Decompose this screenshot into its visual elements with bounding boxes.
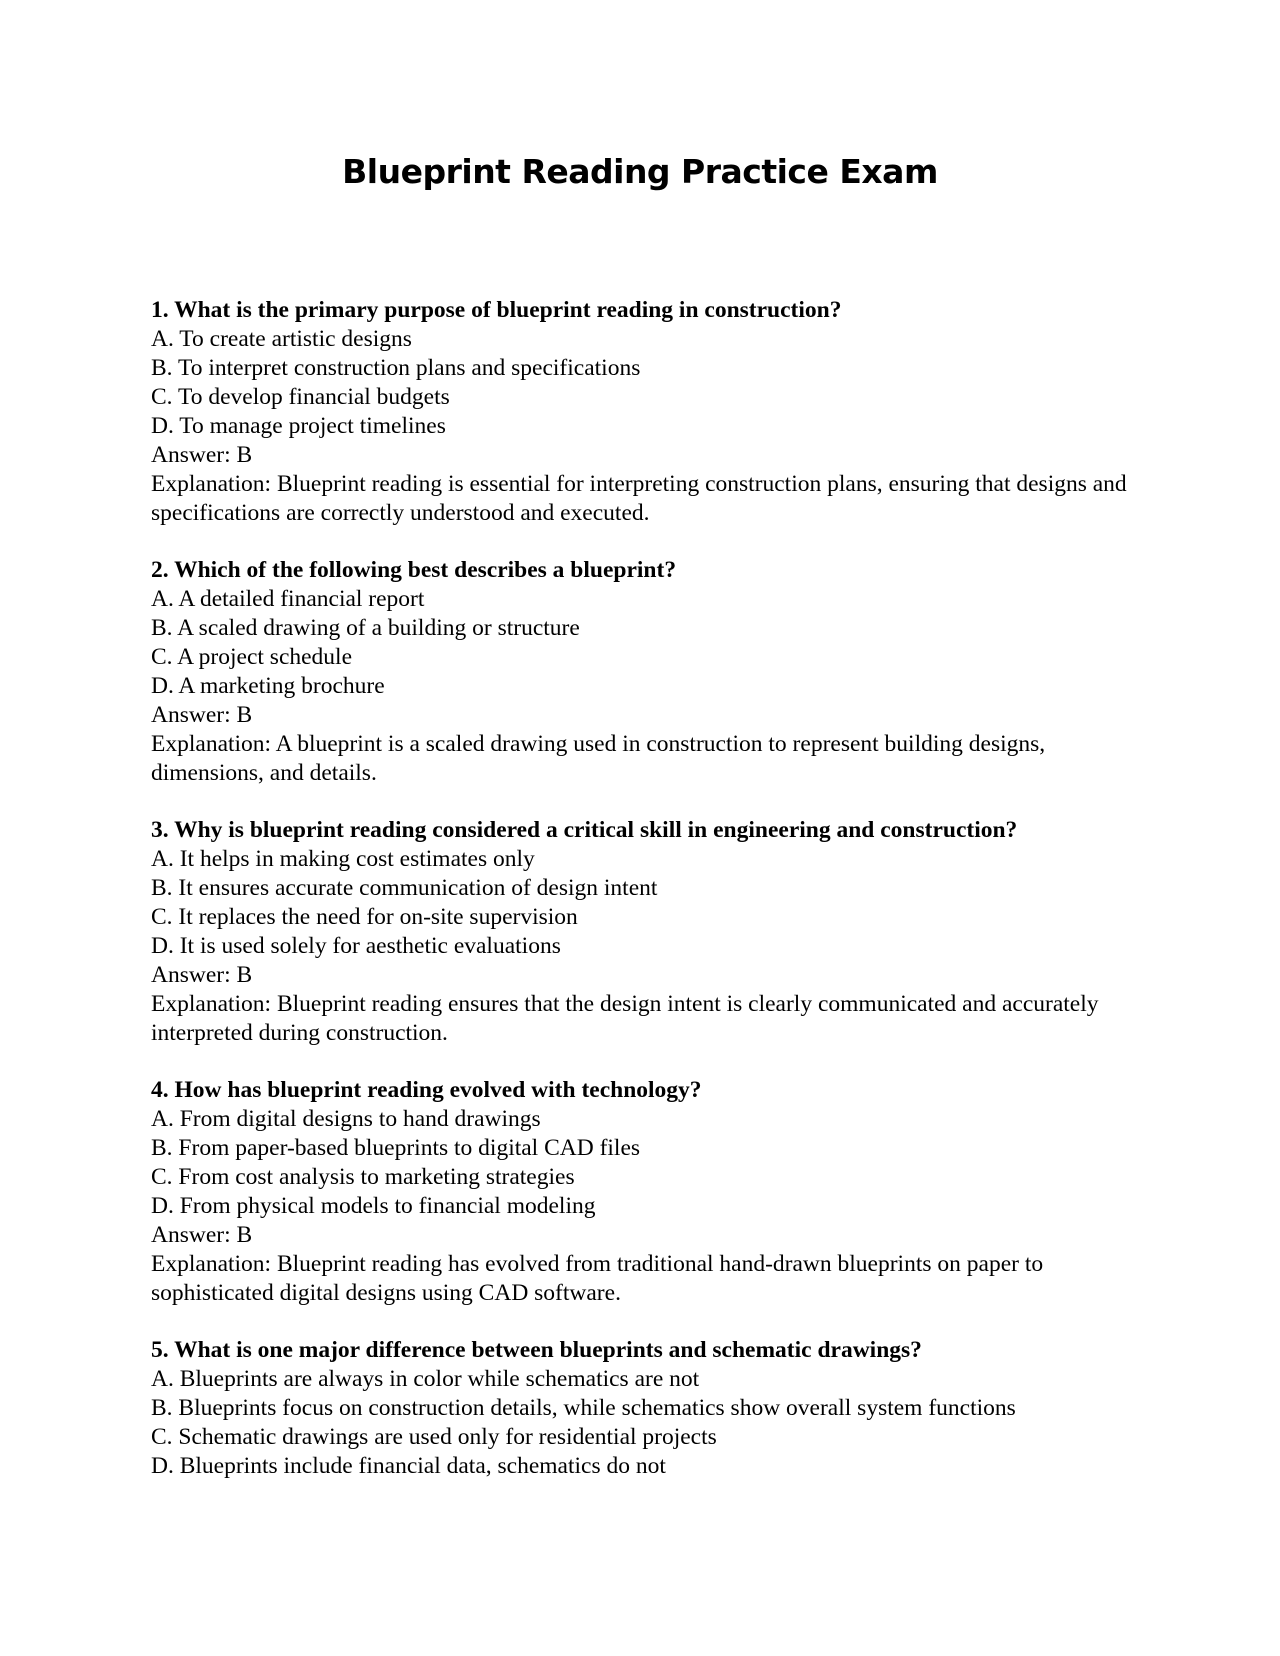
option-c: C. A project schedule [151, 644, 353, 670]
option-d: D. A marketing brochure [151, 673, 385, 699]
option-b: B. A scaled drawing of a building or structure [151, 615, 580, 641]
answer-line: Answer: B [151, 962, 253, 988]
answer-line: Answer: B [151, 1222, 253, 1248]
page-title: Blueprint Reading Practice Exam [342, 152, 938, 191]
question-text: 1. What is the primary purpose of blueprint reading in construction? [151, 297, 842, 323]
option-a: A. Blueprints are always in color while schematics are not [151, 1366, 700, 1392]
option-b: B. Blueprints focus on construction details, while schematics show overall system functions [151, 1395, 1016, 1421]
option-d: D. From physical models to financial modeling [151, 1193, 596, 1219]
question-text: 4. How has blueprint reading evolved with technology? [151, 1077, 702, 1103]
option-c: C. It replaces the need for on-site supervision [151, 904, 578, 930]
question-text: 3. Why is blueprint reading considered a critical skill in engineering and construction? [151, 817, 1018, 843]
option-c: C. From cost analysis to marketing strategies [151, 1164, 575, 1190]
option-a: A. To create artistic designs [151, 326, 412, 352]
option-d: D. It is used solely for aesthetic evaluations [151, 933, 561, 959]
question-text: 5. What is one major difference between blueprints and schematic drawings? [151, 1337, 922, 1363]
question-block-2 [151, 556, 1151, 788]
question-block-3 [151, 816, 1151, 1048]
explanation-text: Explanation: Blueprint reading ensures that the design intent is clearly communicated and accurately interpreted during construction. [151, 991, 1099, 1046]
option-a: A. From digital designs to hand drawings [151, 1106, 541, 1132]
option-d: D. Blueprints include financial data, schematics do not [151, 1453, 666, 1479]
explanation-text: Explanation: Blueprint reading is essential for interpreting construction plans, ensuring that designs and specifications are correctly understood and executed. [151, 471, 1127, 526]
explanation-text: Explanation: A blueprint is a scaled drawing used in construction to represent building designs, dimensions, and details. [151, 731, 1046, 786]
option-c: C. To develop financial budgets [151, 384, 450, 410]
question-text: 2. Which of the following best describes a blueprint? [151, 557, 677, 583]
explanation-text: Explanation: Blueprint reading has evolved from traditional hand-drawn blueprints on paper to sophisticated digital designs using CAD software. [151, 1251, 1044, 1306]
option-a: A. It helps in making cost estimates only [151, 846, 535, 872]
answer-line: Answer: B [151, 442, 253, 468]
option-c: C. Schematic drawings are used only for residential projects [151, 1424, 717, 1450]
option-b: B. From paper-based blueprints to digital CAD files [151, 1135, 641, 1161]
question-block-1 [151, 296, 1151, 528]
option-d: D. To manage project timelines [151, 413, 446, 439]
option-b: B. It ensures accurate communication of design intent [151, 875, 658, 901]
option-b: B. To interpret construction plans and specifications [151, 355, 641, 381]
question-block-5 [151, 1336, 1151, 1481]
question-block-4 [151, 1076, 1151, 1308]
question-list [151, 296, 1151, 1509]
option-a: A. A detailed financial report [151, 586, 425, 612]
answer-line: Answer: B [151, 702, 253, 728]
